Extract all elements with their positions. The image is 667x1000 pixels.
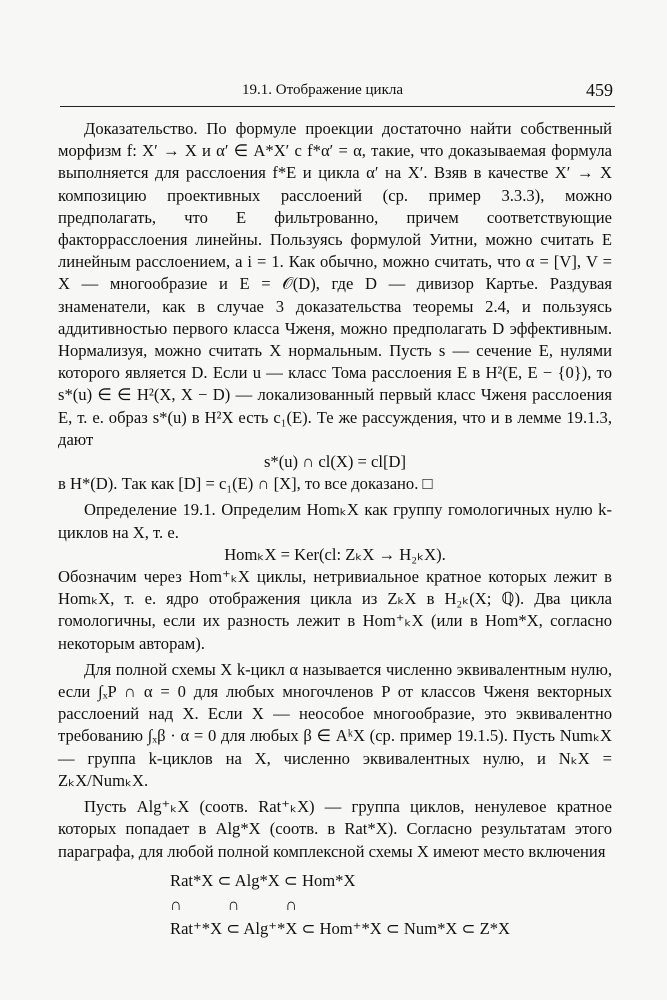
running-head: 19.1. Отображение цикла — [242, 82, 404, 98]
numerical-equivalence-paragraph: Для полной схемы X k-цикл α называется численно эквивалентным нулю, если ∫ₓP ∩ α = 0 для любых многочленов P от классов Чженя векторных расслоений над X. Если X — неособое многообразие, это эквивалентно требованию ∫ₓβ · α = 0 для любых β ∈ AᵏX (ср. пример 19.1.5). Пусть NumₖX — группа k-циклов на X, численно эквивалентных нулю, и NₖX = ZₖX/NumₖX. — [58, 659, 612, 790]
diagram-row-top: Rat*X ⊂ Alg*X ⊂ Hom*X — [170, 870, 356, 890]
inclusion-diagram — [170, 869, 612, 941]
page-number: 459 — [586, 80, 613, 100]
definition-19-1: Определение 19.1. Определим HomₖX как группу гомологичных нулю k-циклов на X, т. е. — [58, 500, 612, 542]
proof-conclusion: в H*(D). Так как [D] = c₁(E) ∩ [X], то все доказано. □ — [58, 474, 433, 494]
page-header — [60, 80, 615, 107]
homologous-paragraph: Обозначим через Hom⁺ₖX циклы, нетривиальное кратное которых лежит в HomₖX, т. е. ядро отображения цикла из ZₖX в H₂ₖ(X; ℚ). Два цикла гомологичны, если их разность лежит в Hom⁺ₖX (или в Hom*X, согласно некоторым авторам). — [58, 567, 612, 653]
proof-paragraph: Доказательство. По формуле проекции достаточно найти собственный морфизм f: X′ → X и α′ ∈ A*X′ с f*α′ = α, такие, что доказываемая формула выполняется для расслоения f*E и цикла α′ на X′. Взяв в качестве X′ → X композицию проективных расслоений (ср. пример 3.3.3), можно предполагать, что E фильтрованно, причем соответствующие факторрасслоения линейны. Пользуясь формулой Уитни, можно считать E линейным расслоением, а i = 1. Как обычно, можно считать, что α = [V], V = X — многообразие и E = 𝒪(D), где D — дивизор Картье. Раздувая знаменатели, как в случае 3 доказательства теоремы 2.4, и пользуясь аддитивностью первого класса Чженя, можно предполагать D эффективным. Нормализуя, можно считать X нормальным. Пусть s — сечение E, нулями которого является D. Если u — класс Тома расслоения E в H²(E, E − {0}), то s*(u) ∈ ∈ H²(X, X − D) — локализованный первый класс Чженя расслоения E, т. е. образ s*(u) в H²X есть c₁(E). Те же рассуждения, что и в лемме 19.1.3, дают — [58, 119, 612, 449]
display-formula-cl: s*(u) ∩ cl(X) = cl[D] — [263, 452, 407, 472]
algebraic-cycles-paragraph: Пусть Alg⁺ₖX (соотв. Rat⁺ₖX) — группа циклов, ненулевое кратное которых попадает в Alg*X (соотв. в Rat*X). Согласно результатам этого параграфа, для любой полной комплексной схемы X имеют место включения — [58, 797, 612, 861]
display-formula-hom: HomₖX = Ker(cl: ZₖX → H₂ₖX). — [224, 544, 446, 564]
page-body — [58, 118, 612, 941]
diagram-row-bottom: Rat⁺*X ⊂ Alg⁺*X ⊂ Hom⁺*X ⊂ Num*X ⊂ Z*X — [170, 918, 511, 938]
diagram-row-cap: ∩ ∩ ∩ — [170, 894, 298, 914]
